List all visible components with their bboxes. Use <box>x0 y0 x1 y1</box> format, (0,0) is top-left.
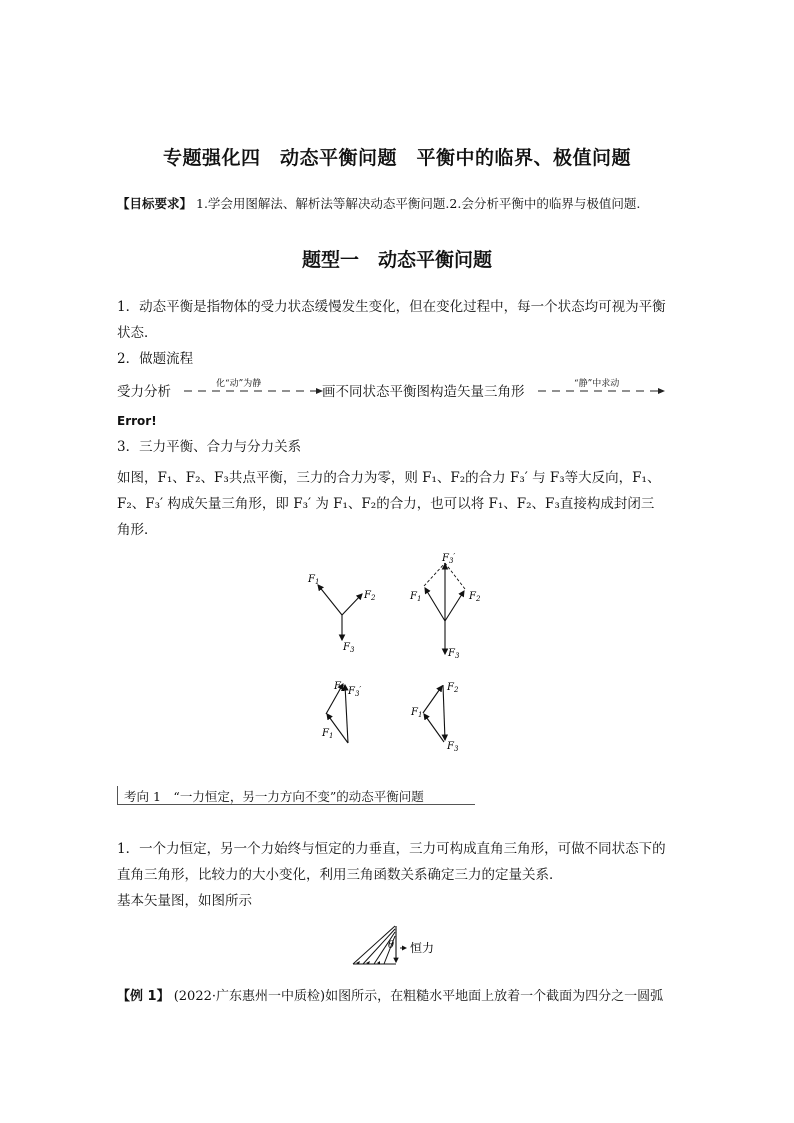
svg-text:F3′: $F_3'$ <box>348 685 362 698</box>
svg-text:F3: $F_3$ <box>448 648 460 660</box>
item2: 2．做题流程 <box>117 351 194 367</box>
diagram-closed-triangle <box>410 682 459 753</box>
svg-text:F3′: $F_3'$ <box>442 552 456 565</box>
svg-text:F3: $F_3$ <box>343 642 355 654</box>
item1-line1: 1．动态平衡是指物体的受力状态缓慢发生变化，但在变化过程中，每一个状态均可视为平衡 <box>117 299 666 315</box>
svg-text:F2: $F_2$ <box>447 682 459 694</box>
flow-step2: 画不同状态平衡图构造矢量三角形 <box>322 384 525 400</box>
example-1 <box>117 985 663 1004</box>
d1-line3: 基本矢量图，如图所示 <box>117 893 252 909</box>
para3-line1: 如图，F₁、F₂、F₃共点平衡，三力的合力为零，则 F₁、F₂的合力 F₃′ 与 F₃等大反向，F₁、 <box>117 470 661 486</box>
svg-text:F2: $F_2$ <box>469 591 481 603</box>
flow-arrow2 <box>538 386 666 396</box>
force-diagrams <box>290 548 490 758</box>
para3-line3: 角形． <box>117 522 158 538</box>
svg-text:F3: $F_3$ <box>447 741 459 753</box>
direction1-label: 考向 1 “一力恒定，另一力方向不变”的动态平衡问题 <box>124 789 424 804</box>
diagram-triangle-resultant <box>321 681 361 743</box>
flow-step1: 受力分析 <box>117 384 171 400</box>
error-text: Error! <box>117 414 157 428</box>
section-title: 题型一 动态平衡问题 <box>301 249 492 271</box>
basic-vector-diagram <box>348 920 478 970</box>
goal-label: 【目标要求】 <box>117 196 193 211</box>
d1-line2: 直角三角形，比较力的大小变化，利用三角函数关系确定三力的定量关系． <box>117 867 563 883</box>
goal-text: 1.学会用图解法、解析法等解决动态平衡问题.2.会分析平衡中的临界与极值问题. <box>192 196 641 211</box>
learning-goal <box>117 194 640 212</box>
flow-arrow1-label: 化“动”为静 <box>216 379 262 389</box>
d1-line1: 1．一个力恒定，另一个力始终与恒定的力垂直，三力可构成直角三角形，可做不同状态下的 <box>117 841 666 857</box>
item3: 3．三力平衡、合力与分力关系 <box>117 439 302 455</box>
svg-text:F2: $F_2$ <box>334 681 346 693</box>
flow-arrow2-label: “静”中求动 <box>574 379 620 389</box>
example-label: 【例 1】 <box>117 989 170 1004</box>
theta-label: θ <box>388 940 395 951</box>
svg-text:F1: $F_1$ <box>410 591 422 603</box>
item1-line2: 状态． <box>117 325 158 341</box>
svg-text:F2: $F_2$ <box>364 590 376 602</box>
diagram-concurrent-forces <box>307 574 376 654</box>
svg-text:F1: $F_1$ <box>322 728 334 740</box>
diagram-parallelogram <box>409 552 481 660</box>
svg-text:F1: $F_1$ <box>308 574 320 586</box>
svg-text:F1: $F_1$ <box>411 707 423 719</box>
para3-line2: F₂、F₃′ 构成矢量三角形，即 F₃′ 为 F₁、F₂的合力，也可以将 F₁、F₂、F₃直接构成封闭三 <box>117 496 655 512</box>
example-text: (2022·广东惠州一中质检)如图所示，在粗糙水平地面上放着一个截面为四分之一圆弧 <box>169 989 664 1004</box>
page-title: 专题强化四 动态平衡问题 平衡中的临界、极值问题 <box>162 147 631 169</box>
force-label: 恒力 <box>410 941 435 955</box>
flow-arrow1 <box>184 386 324 396</box>
